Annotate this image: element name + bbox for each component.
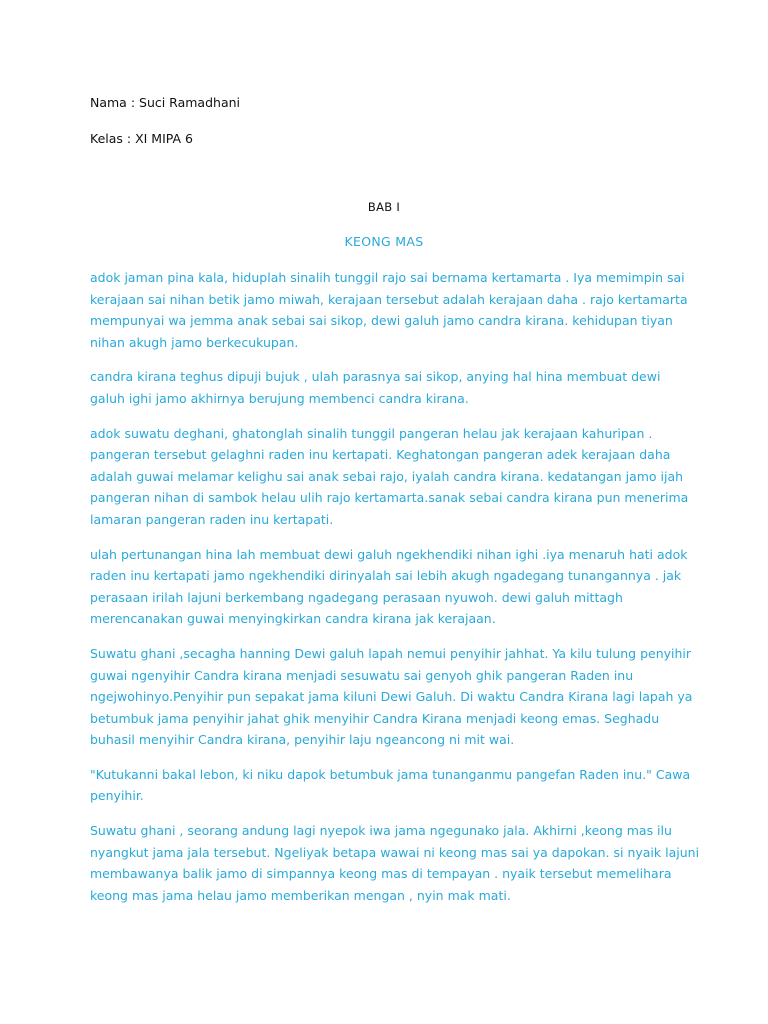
text-line: pangeran tersebut gelaghni raden inu kertapati. Keghatongan pangeran adek kerajaan daha	[90, 447, 671, 463]
paragraph-4	[90, 544, 710, 630]
text-line: candra kirana teghus dipuji bujuk , ulah parasnya sai sikop, anying hal hina membuat dewi	[90, 369, 661, 385]
paragraph-2	[90, 366, 710, 409]
student-name: Nama : Suci Ramadhani	[90, 95, 240, 110]
text-line: buhasil menyihir Candra kirana, penyihir laju ngeancong ni mit wai.	[90, 732, 515, 748]
text-line: merencanakan guwai menyingkirkan candra kirana jak kerajaan.	[90, 611, 496, 627]
text-line: galuh ighi jamo akhirnya berujung membenci candra kirana.	[90, 390, 469, 406]
text-line: keong mas jama helau jamo memberikan mengan , nyin mak mati.	[90, 887, 511, 903]
text-line: raden inu kertapati jamo ngekhendiki dirinyalah sai lebih akugh ngadegang tunangannya . jak	[90, 568, 682, 584]
student-class: Kelas : XI MIPA 6	[90, 131, 193, 146]
text-line: perasaan irilah lajuni berkembang ngadegang perasaan nyuwoh. dewi galuh mittagh	[90, 589, 623, 605]
paragraph-3	[90, 423, 710, 531]
text-line: "Kutukanni bakal lebon, ki niku dapok betumbuk jama tunanganmu pangefan Raden inu." Cawa	[90, 766, 691, 782]
paragraph-6	[90, 764, 710, 807]
text-line: pangeran nihan di sambok helau ulih rajo kertamarta.sanak sebai candra kirana pun menerima	[90, 490, 689, 506]
chapter-heading: BAB I	[367, 200, 401, 214]
text-line: mempunyai wa jemma anak sebai sai sikop, dewi galuh jamo candra kirana. kehidupan tiyan	[90, 313, 673, 329]
text-line: Suwatu ghani , seorang andung lagi nyepok iwa jama ngegunako jala. Akhirni ,keong mas ilu	[90, 823, 672, 839]
text-line: betumbuk jama penyihir jahat ghik menyihir Candra Kirana menjadi keong emas. Seghadu	[90, 710, 660, 726]
text-line: lamaran pangeran raden inu kertapati.	[90, 511, 334, 527]
text-line: membawanya balik jamo di simpannya keong mas di tempayan . nyaik tersebut memelihara	[90, 866, 672, 882]
text-line: nyangkut jama jala tersebut. Ngeliyak betapa wawai ni keong mas sai ya dapokan. si nyaik lajuni	[90, 844, 700, 860]
text-line: penyihir.	[90, 788, 144, 804]
paragraph-1	[90, 267, 710, 353]
text-line: ulah pertunangan hina lah membuat dewi galuh ngekhendiki nihan ighi .iya menaruh hati adok	[90, 546, 688, 562]
text-line: ngejwohinyo.Penyihir pun sepakat jama kiluni Dewi Galuh. Di waktu Candra Kirana lagi lapah ya	[90, 689, 693, 705]
text-line: adalah guwai melamar kelighu sai anak sebai rajo, iyalah candra kirana. kedatangan jamo ijah	[90, 468, 684, 484]
story-title: KEONG MAS	[344, 234, 424, 249]
text-line: nihan akugh jamo berkecukupan.	[90, 334, 299, 350]
text-line: Suwatu ghani ,secagha hanning Dewi galuh lapah nemui penyihir jahhat. Ya kilu tulung penyihir	[90, 645, 692, 661]
text-line: kerajaan sai nihan betik jamo miwah, kerajaan tersebut adalah kerajaan daha . rajo kertamarta	[90, 291, 688, 307]
text-line: adok jaman pina kala, hiduplah sinalih tunggil rajo sai bernama kertamarta . Iya memimpin sai	[90, 270, 685, 285]
paragraph-5	[90, 643, 710, 751]
text-line: guwai ngenyihir Candra kirana menjadi sesuwatu sai genyoh ghik pangeran Raden inu	[90, 667, 634, 683]
paragraph-7	[90, 820, 710, 906]
story-body	[90, 267, 710, 919]
text-line: adok suwatu deghani, ghatonglah sinalih tunggil pangeran helau jak kerajaan kahuripan .	[90, 425, 653, 441]
